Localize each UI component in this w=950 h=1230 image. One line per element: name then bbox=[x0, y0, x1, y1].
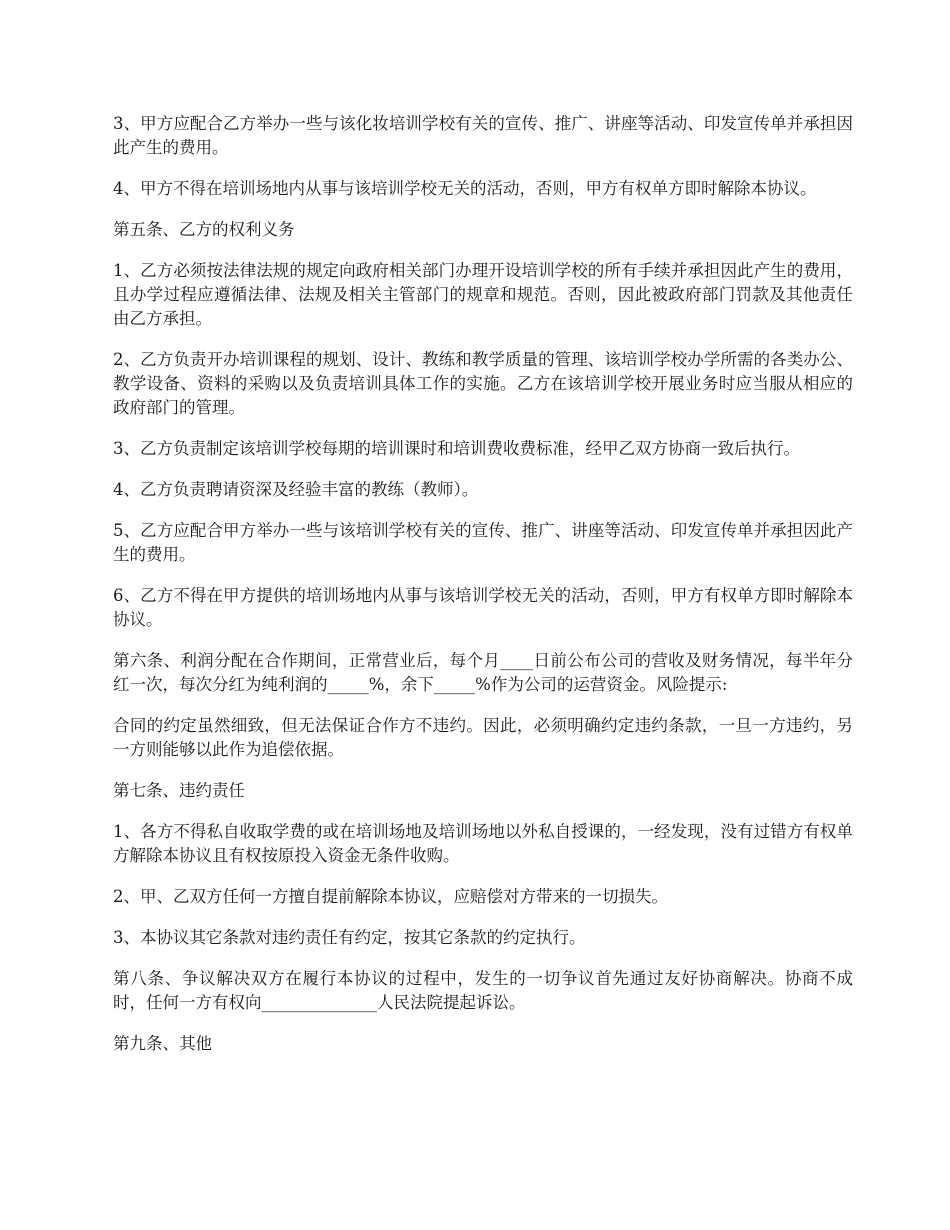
clause-paragraph: 6、乙方不得在甲方提供的培训场地内从事与该培训学校无关的活动，否则，甲方有权单方即时解除本协议。 bbox=[113, 586, 853, 629]
document-body bbox=[113, 112, 853, 1073]
clause-paragraph: 2、甲、乙双方任何一方擅自提前解除本协议，应赔偿对方带来的一切损失。 bbox=[113, 887, 668, 906]
clause-paragraph: 3、本协议其它条款对违约责任有约定，按其它条款的约定执行。 bbox=[113, 928, 586, 947]
article-heading: 第五条、乙方的权利义务 bbox=[113, 220, 295, 239]
risk-note-paragraph: 合同的约定虽然细致，但无法保证合作方不违约。因此，必须明确约定违约条款，一旦一方违约，另一方则能够以此作为追偿依据。 bbox=[113, 716, 853, 759]
clause-paragraph: 4、甲方不得在培训场地内从事与该培训学校无关的活动，否则，甲方有权单方即时解除本协议。 bbox=[113, 179, 817, 198]
clause-paragraph: 2、乙方负责开办培训课程的规划、设计、教练和教学质量的管理、该培训学校办学所需的各类办公、教学设备、资料的采购以及负责培训具体工作的实施。乙方在该培训学校开展业务时应当服从相应的政府部门的管理。 bbox=[113, 350, 853, 417]
clause-paragraph: 3、甲方应配合乙方举办一些与该化妆培训学校有关的宣传、推广、讲座等活动、印发宣传单并承担因此产生的费用。 bbox=[113, 114, 853, 157]
clause-paragraph: 5、乙方应配合甲方举办一些与该培训学校有关的宣传、推广、讲座等活动、印发宣传单并承担因此产生的费用。 bbox=[113, 521, 853, 564]
article-heading: 第九条、其他 bbox=[113, 1034, 212, 1053]
clause-paragraph: 4、乙方负责聘请资深及经验丰富的教练（教师）。 bbox=[113, 480, 479, 499]
clause-paragraph: 1、各方不得私自收取学费的或在培训场地及培训场地以外私自授课的，一经发现，没有过错方有权单方解除本协议且有权按原投入资金无条件收购。 bbox=[113, 822, 853, 865]
clause-paragraph: 3、乙方负责制定该培训学校每期的培训课时和培训费收费标准，经甲乙双方协商一致后执行。 bbox=[113, 439, 800, 458]
clause-paragraph: 1、乙方必须按法律法规的规定向政府相关部门办理开设培训学校的所有手续并承担因此产生的费用，且办学过程应遵循法律、法规及相关主管部门的规章和规范。否则，因此被政府部门罚款及其他责任由乙方承担。 bbox=[113, 261, 853, 328]
article-paragraph: 第八条、争议解决双方在履行本协议的过程中，发生的一切争议首先通过友好协商解决。协商不成时，任何一方有权向______________人民法院提起诉讼。 bbox=[113, 969, 853, 1012]
article-heading: 第七条、违约责任 bbox=[113, 781, 245, 800]
article-paragraph: 第六条、利润分配在合作期间，正常营业后，每个月____日前公布公司的营收及财务情况，每半年分红一次，每次分红为纯利润的_____%，余下_____%作为公司的运营资金。风险提示: bbox=[113, 651, 853, 694]
